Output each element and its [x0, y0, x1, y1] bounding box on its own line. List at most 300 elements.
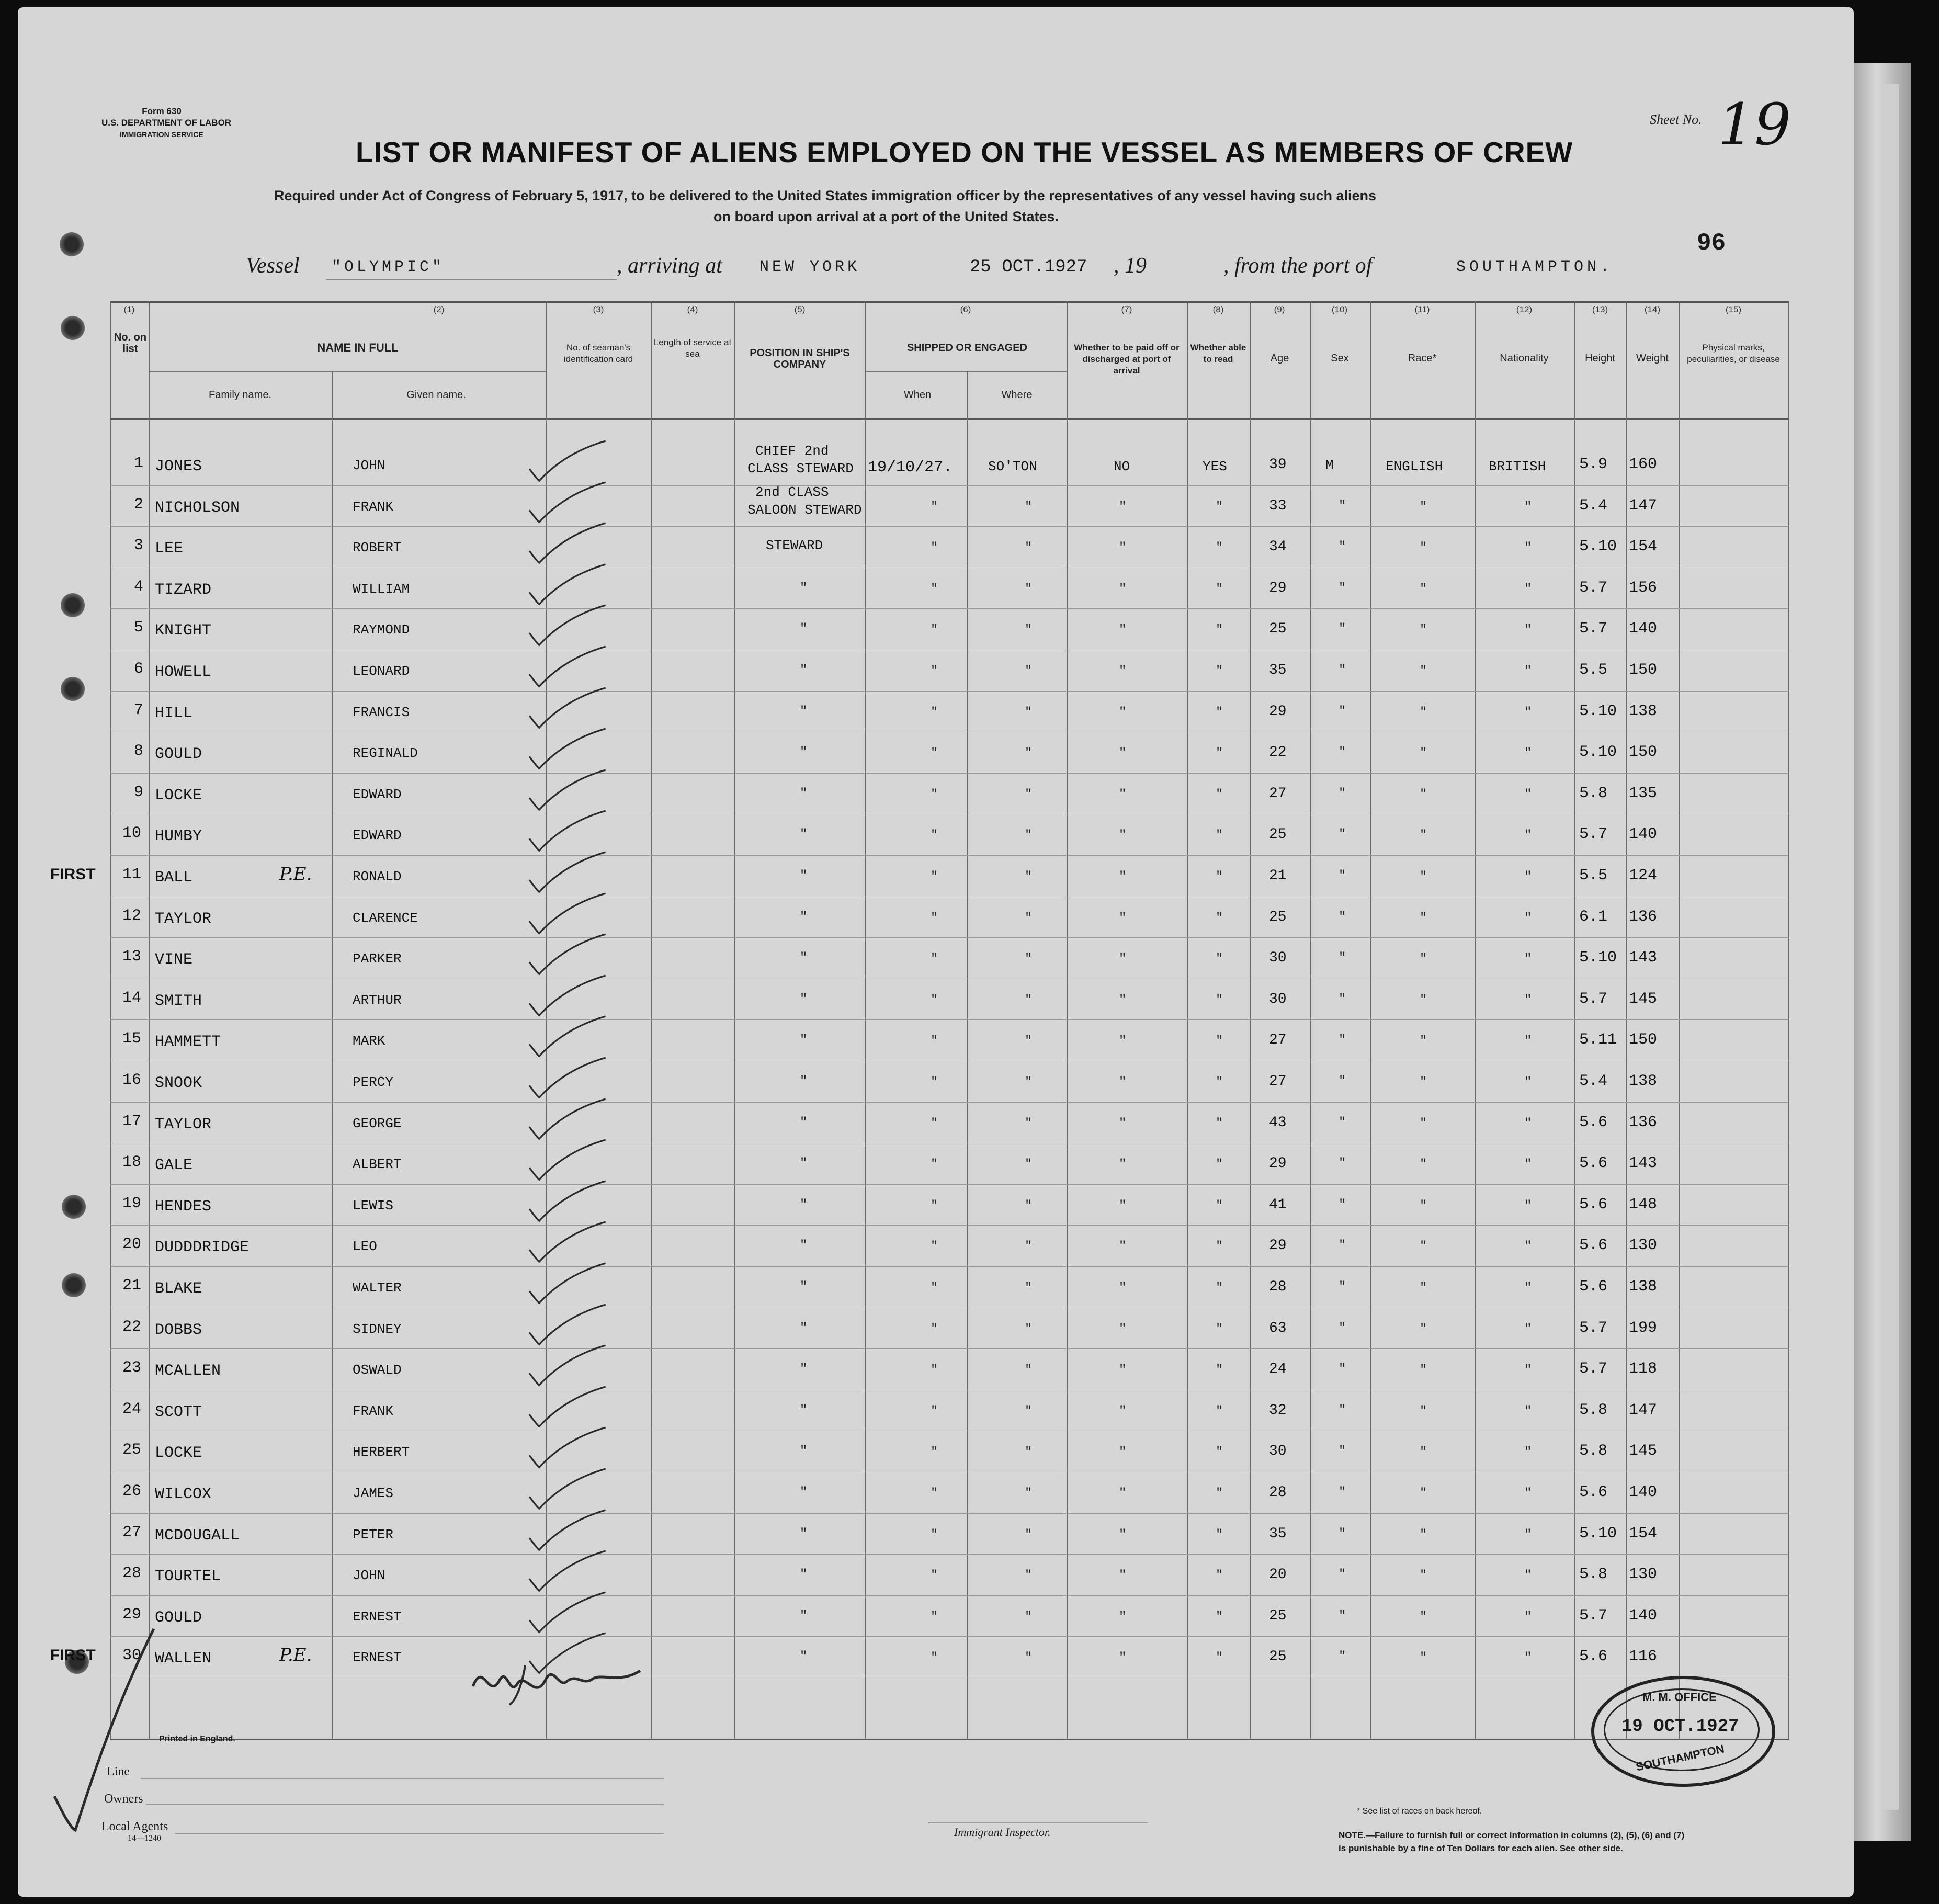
able-read: " — [1216, 1240, 1223, 1254]
paid-off: " — [1119, 1322, 1127, 1336]
race: " — [1420, 1158, 1427, 1172]
shipped-where: " — [1025, 1240, 1033, 1254]
row-number: 18 — [122, 1153, 142, 1172]
header-shipped: SHIPPED OR ENGAGED — [906, 342, 1028, 354]
race: " — [1420, 1322, 1427, 1336]
weight: 140 — [1629, 825, 1658, 844]
weight: 136 — [1629, 908, 1658, 926]
check-mark-icon — [517, 973, 617, 1021]
check-mark-icon — [517, 1343, 617, 1390]
row-number: 21 — [122, 1277, 142, 1295]
row-rule — [110, 1513, 1789, 1514]
given-name: FRANK — [353, 498, 394, 515]
weight: 156 — [1629, 579, 1658, 597]
family-name: JONES — [155, 458, 202, 475]
check-mark-icon — [517, 1014, 617, 1061]
check-mark-icon — [517, 1097, 617, 1144]
shipped-when: " — [931, 746, 938, 761]
race: " — [1420, 582, 1427, 596]
check-mark-icon — [517, 727, 617, 774]
nationality: " — [1524, 1075, 1532, 1090]
check-mark-icon — [517, 521, 617, 568]
family-name: GOULD — [155, 1608, 202, 1627]
shipped-when: " — [931, 1281, 938, 1295]
binder-edge — [1883, 84, 1899, 1810]
header-name-in-full: NAME IN FULL — [317, 341, 399, 354]
age: 32 — [1269, 1402, 1287, 1419]
height: 5.5 — [1579, 661, 1608, 679]
page-number: 96 — [1697, 230, 1726, 257]
shipped-where: " — [1025, 1363, 1033, 1378]
shipped-when: " — [931, 1404, 938, 1419]
shipped-when: " — [931, 1651, 938, 1665]
column-number: (11) — [1414, 304, 1430, 314]
age: 30 — [1269, 950, 1287, 967]
paid-off: " — [1119, 541, 1127, 556]
weight: 130 — [1629, 1566, 1658, 1584]
family-name: SMITH — [155, 992, 202, 1010]
given-name: WALTER — [353, 1280, 402, 1296]
height: 5.5 — [1579, 867, 1608, 885]
weight: 147 — [1629, 1401, 1658, 1419]
shipped-where: " — [1025, 829, 1033, 843]
given-name: HERBERT — [353, 1444, 410, 1460]
check-mark-icon — [517, 1056, 617, 1103]
row-number: 20 — [122, 1236, 142, 1254]
race: " — [1420, 993, 1427, 1007]
name-subheader-rule — [149, 371, 546, 372]
race: " — [1420, 746, 1427, 761]
weight: 148 — [1629, 1195, 1658, 1214]
family-name: WALLEN — [155, 1650, 212, 1668]
able-read: " — [1216, 1363, 1223, 1378]
family-name: SNOOK — [155, 1074, 202, 1092]
given-name: REGINALD — [353, 745, 418, 762]
row-number: 8 — [134, 742, 144, 761]
race: " — [1420, 705, 1427, 720]
punch-hole — [61, 593, 85, 617]
check-mark-icon — [517, 1302, 617, 1350]
row-prefix-note: FIRST — [50, 1647, 96, 1664]
header-length-service: Length of service at sea — [653, 337, 732, 359]
able-read: " — [1216, 993, 1223, 1007]
family-name: HOWELL — [155, 663, 212, 681]
race: " — [1420, 911, 1427, 925]
given-name: ROBERT — [353, 540, 402, 556]
paid-off: " — [1119, 1527, 1127, 1542]
height: 5.8 — [1579, 1401, 1608, 1419]
race: " — [1420, 1569, 1427, 1583]
row-number: 7 — [134, 701, 144, 719]
vessel-underline — [326, 279, 617, 280]
race: " — [1420, 1445, 1427, 1460]
column-number: (4) — [687, 304, 698, 314]
given-name: JOHN — [353, 458, 385, 473]
shipped-where: " — [1025, 1651, 1033, 1665]
height: 5.7 — [1579, 620, 1608, 638]
age: 25 — [1269, 1607, 1287, 1624]
position-line-2: CLASS STEWARD — [747, 461, 854, 477]
race: " — [1420, 1527, 1427, 1542]
header-able-read: Whether able to read — [1190, 343, 1246, 364]
shipped-where: " — [1025, 1322, 1033, 1336]
stamp-date: 19 OCT.1927 — [1621, 1717, 1739, 1737]
row-number: 27 — [122, 1523, 142, 1542]
age: 22 — [1269, 744, 1287, 761]
position-ditto: " — [800, 581, 808, 595]
arriving-port: NEW YORK — [759, 258, 860, 276]
height: 5.8 — [1579, 1442, 1608, 1460]
position-ditto: " — [800, 828, 808, 842]
nationality: " — [1524, 787, 1532, 802]
age: 30 — [1269, 1443, 1287, 1460]
paid-off: " — [1119, 746, 1127, 761]
family-name: BLAKE — [155, 1280, 202, 1298]
manifest-sheet — [18, 7, 1854, 1897]
weight: 150 — [1629, 661, 1658, 679]
shipped-where: " — [1025, 705, 1033, 720]
given-name: JOHN — [353, 1568, 385, 1584]
race: " — [1420, 623, 1427, 638]
position: STEWARD — [766, 538, 823, 554]
row-number: 24 — [122, 1400, 142, 1418]
family-name: HILL — [155, 704, 193, 722]
paid-off: " — [1119, 787, 1127, 802]
age: 43 — [1269, 1114, 1287, 1131]
position-ditto: " — [800, 951, 808, 966]
race: ENGLISH — [1386, 459, 1443, 474]
family-name: NICHOLSON — [155, 498, 240, 517]
height: 5.6 — [1579, 1483, 1608, 1501]
check-mark-icon — [517, 768, 617, 815]
form-header — [101, 106, 232, 140]
weight: 138 — [1629, 1278, 1658, 1296]
shipped-where: " — [1025, 952, 1033, 967]
family-name: LOCKE — [155, 786, 202, 804]
family-name: LOCKE — [155, 1444, 202, 1463]
age: 27 — [1269, 1032, 1287, 1049]
race: " — [1420, 787, 1427, 802]
nationality: " — [1524, 829, 1532, 843]
paid-off: " — [1119, 1281, 1127, 1295]
column-number: (10) — [1331, 304, 1348, 314]
position-ditto: " — [800, 1197, 808, 1212]
family-name: HAMMETT — [155, 1033, 221, 1051]
able-read: " — [1216, 746, 1223, 761]
sex: " — [1339, 992, 1346, 1006]
sheet-label: Sheet No. — [1650, 112, 1702, 127]
able-read: " — [1216, 787, 1223, 802]
table-top-rule — [110, 301, 1789, 303]
position-ditto: " — [800, 1239, 808, 1253]
header-sex: Sex — [1331, 353, 1349, 364]
position-ditto: " — [800, 869, 808, 883]
weight: 130 — [1629, 1237, 1658, 1255]
shipped-where: " — [1025, 623, 1033, 638]
able-read: " — [1216, 1034, 1223, 1049]
arriving-label: , arriving at — [617, 254, 722, 278]
height: 5.10 — [1579, 538, 1617, 556]
check-mark-icon — [517, 1261, 617, 1308]
row-rule — [110, 608, 1789, 609]
given-name: LEWIS — [353, 1197, 394, 1214]
paid-off: " — [1119, 870, 1127, 884]
owners-rule — [146, 1804, 664, 1805]
race: " — [1420, 1240, 1427, 1254]
shipped-where: " — [1025, 1527, 1033, 1542]
shipped-where: " — [1025, 541, 1033, 556]
sex: " — [1339, 1568, 1346, 1582]
nationality: " — [1524, 582, 1532, 596]
sex: " — [1339, 1157, 1346, 1171]
paid-off: " — [1119, 1198, 1127, 1213]
race: " — [1420, 1281, 1427, 1295]
able-read: " — [1216, 623, 1223, 638]
age: 25 — [1269, 909, 1287, 925]
signature-image — [468, 1650, 656, 1707]
weight: 145 — [1629, 990, 1658, 1008]
shipped-when: " — [931, 1445, 938, 1460]
position-line-2: SALOON STEWARD — [747, 502, 862, 518]
check-mark-icon — [517, 562, 617, 609]
height: 5.9 — [1579, 456, 1608, 473]
race: " — [1420, 664, 1427, 678]
footer-note-line-1: NOTE.—Failure to furnish full or correct information in columns (2), (5), (6) and (7) — [1339, 1830, 1685, 1840]
column-number: (7) — [1121, 304, 1132, 314]
paid-off: " — [1119, 500, 1127, 514]
nationality: " — [1524, 1198, 1532, 1213]
able-read: " — [1216, 1569, 1223, 1583]
position-ditto: " — [800, 910, 808, 924]
check-mark-icon — [517, 809, 617, 856]
paid-off: " — [1119, 1404, 1127, 1419]
punch-hole — [62, 1195, 86, 1219]
row-number: 9 — [134, 783, 144, 801]
race: " — [1420, 500, 1427, 514]
header-given-name: Given name. — [406, 389, 466, 401]
row-number: 22 — [122, 1318, 142, 1336]
footer-race-note: * See list of races on back hereof. — [1357, 1807, 1482, 1816]
weight: 154 — [1629, 538, 1658, 556]
punch-hole — [61, 677, 85, 701]
check-mark-icon — [517, 1508, 617, 1555]
paid-off: " — [1119, 1445, 1127, 1460]
row-rule — [110, 1184, 1789, 1185]
shipped-where: " — [1025, 1116, 1033, 1131]
header-physical: Physical marks, peculiarities, or disease — [1687, 343, 1780, 364]
row-rule — [110, 1554, 1789, 1555]
age: 27 — [1269, 1073, 1287, 1090]
position-ditto: " — [800, 786, 808, 801]
age: 24 — [1269, 1361, 1287, 1378]
row-number: 1 — [134, 455, 144, 472]
family-name: TOURTEL — [155, 1568, 221, 1586]
shipped-where: " — [1025, 993, 1033, 1007]
punch-hole — [60, 232, 84, 256]
form-number: Form 630 — [142, 106, 182, 116]
paid-off: " — [1119, 1158, 1127, 1172]
row-rule — [110, 485, 1789, 486]
weight: 138 — [1629, 702, 1658, 720]
race: " — [1420, 870, 1427, 884]
age: 35 — [1269, 1525, 1287, 1542]
age: 29 — [1269, 580, 1287, 596]
row-number: 13 — [122, 948, 142, 966]
row-number: 14 — [122, 989, 142, 1007]
row-number: 28 — [122, 1565, 142, 1583]
footer-local-agents: Local Agents — [101, 1820, 168, 1833]
row-rule — [110, 773, 1789, 774]
office-stamp — [1591, 1676, 1775, 1787]
family-name: GOULD — [155, 745, 202, 764]
weight: 147 — [1629, 496, 1658, 515]
row-number: 26 — [122, 1482, 142, 1500]
row-number: 30 — [122, 1647, 142, 1665]
height: 5.10 — [1579, 702, 1617, 720]
row-rule — [110, 1348, 1789, 1349]
nationality: " — [1524, 664, 1532, 678]
sex: " — [1339, 1321, 1346, 1335]
age: 29 — [1269, 1155, 1287, 1172]
position-ditto: " — [800, 1074, 808, 1089]
family-name: TIZARD — [155, 581, 212, 599]
age: 20 — [1269, 1567, 1287, 1583]
age: 28 — [1269, 1484, 1287, 1501]
nationality: " — [1524, 1322, 1532, 1336]
column-number: (8) — [1212, 304, 1224, 314]
height: 5.6 — [1579, 1154, 1608, 1173]
check-mark-icon — [517, 850, 617, 897]
height: 5.6 — [1579, 1278, 1608, 1296]
sex: " — [1339, 828, 1346, 842]
able-read: " — [1216, 1116, 1223, 1131]
weight: 118 — [1629, 1360, 1658, 1378]
shipped-when: " — [931, 1527, 938, 1542]
paid-off: " — [1119, 664, 1127, 678]
shipped-when: " — [931, 1116, 938, 1131]
shipped-where: " — [1025, 1075, 1033, 1090]
year-label: , 19 — [1114, 254, 1147, 278]
column-number: (1) — [123, 304, 135, 314]
nationality: " — [1524, 1610, 1532, 1624]
weight: 154 — [1629, 1524, 1658, 1543]
shipped-when: " — [931, 1610, 938, 1624]
table-header-rule — [110, 418, 1789, 420]
weight: 140 — [1629, 1483, 1658, 1501]
check-mark-icon — [517, 932, 617, 979]
from-port: SOUTHAMPTON. — [1456, 258, 1614, 276]
sex: " — [1339, 1608, 1346, 1623]
family-name: TAYLOR — [155, 910, 212, 928]
nationality: " — [1524, 1569, 1532, 1583]
age: 29 — [1269, 703, 1287, 720]
shipped-where: " — [1025, 1158, 1033, 1172]
able-read: " — [1216, 1487, 1223, 1501]
row-number: 19 — [122, 1194, 142, 1212]
shipped-when: " — [931, 787, 938, 802]
sex: " — [1339, 1074, 1346, 1089]
column-number: (9) — [1274, 304, 1285, 314]
shipped-where: " — [1025, 787, 1033, 802]
paid-off: " — [1119, 1487, 1127, 1501]
family-name: HUMBY — [155, 828, 202, 846]
row-number: 4 — [134, 577, 144, 596]
height: 5.7 — [1579, 1360, 1608, 1378]
header-paid-off: Whether to be paid off or discharged at port of arrival — [1074, 343, 1180, 376]
race: " — [1420, 1198, 1427, 1213]
shipped-when: " — [931, 1363, 938, 1378]
header-age: Age — [1270, 353, 1289, 364]
age: 33 — [1269, 497, 1287, 514]
sex: " — [1339, 1280, 1346, 1294]
row-number: 2 — [134, 495, 144, 514]
family-name: MCALLEN — [155, 1362, 221, 1380]
sex: " — [1339, 1239, 1346, 1253]
family-name: KNIGHT — [155, 622, 212, 640]
column-number: (2) — [433, 304, 445, 314]
shipped-when: " — [931, 1158, 938, 1172]
race: " — [1420, 1487, 1427, 1501]
nationality: BRITISH — [1489, 459, 1546, 474]
race: " — [1420, 829, 1427, 843]
given-name: WILLIAM — [353, 581, 410, 597]
able-read: " — [1216, 911, 1223, 925]
age: 21 — [1269, 868, 1287, 884]
able-read: " — [1216, 952, 1223, 967]
check-mark-icon — [517, 891, 617, 938]
nationality: " — [1524, 746, 1532, 761]
footer-inspector: Immigrant Inspector. — [954, 1826, 1051, 1839]
able-read: " — [1216, 541, 1223, 556]
able-read: " — [1216, 1404, 1223, 1419]
column-rule — [967, 371, 968, 1739]
shipped-where: " — [1025, 1404, 1033, 1419]
age: 25 — [1269, 1649, 1287, 1665]
position-ditto: " — [800, 1033, 808, 1048]
row-number: 16 — [122, 1071, 142, 1089]
row-rule — [110, 1595, 1789, 1596]
given-name: CLARENCE — [353, 910, 418, 926]
check-mark-icon — [517, 1467, 617, 1514]
position-ditto: " — [800, 745, 808, 760]
handwritten-note: P.E. — [279, 1645, 312, 1666]
shipped-when: " — [931, 582, 938, 596]
header-no-on-list: No. on list — [114, 332, 147, 355]
shipped-where: " — [1025, 582, 1033, 596]
sex: " — [1339, 869, 1346, 883]
row-number: 3 — [134, 537, 144, 555]
sex: " — [1339, 540, 1346, 554]
nationality: " — [1524, 1240, 1532, 1254]
nationality: " — [1524, 623, 1532, 638]
given-name: EDWARD — [353, 828, 402, 844]
shipped-where: SO'TON — [988, 459, 1037, 474]
height: 5.6 — [1579, 1648, 1608, 1666]
sex: " — [1339, 951, 1346, 966]
row-rule — [110, 937, 1789, 938]
sex: " — [1339, 1486, 1346, 1500]
height: 5.4 — [1579, 496, 1608, 515]
paid-off: " — [1119, 993, 1127, 1007]
position-ditto: " — [800, 1403, 808, 1418]
race: " — [1420, 1363, 1427, 1378]
nationality: " — [1524, 705, 1532, 720]
given-name: RONALD — [353, 869, 402, 885]
punch-hole — [62, 1273, 86, 1297]
able-read: " — [1216, 1610, 1223, 1624]
header-where: Where — [1001, 389, 1033, 401]
column-number: (15) — [1725, 304, 1742, 314]
